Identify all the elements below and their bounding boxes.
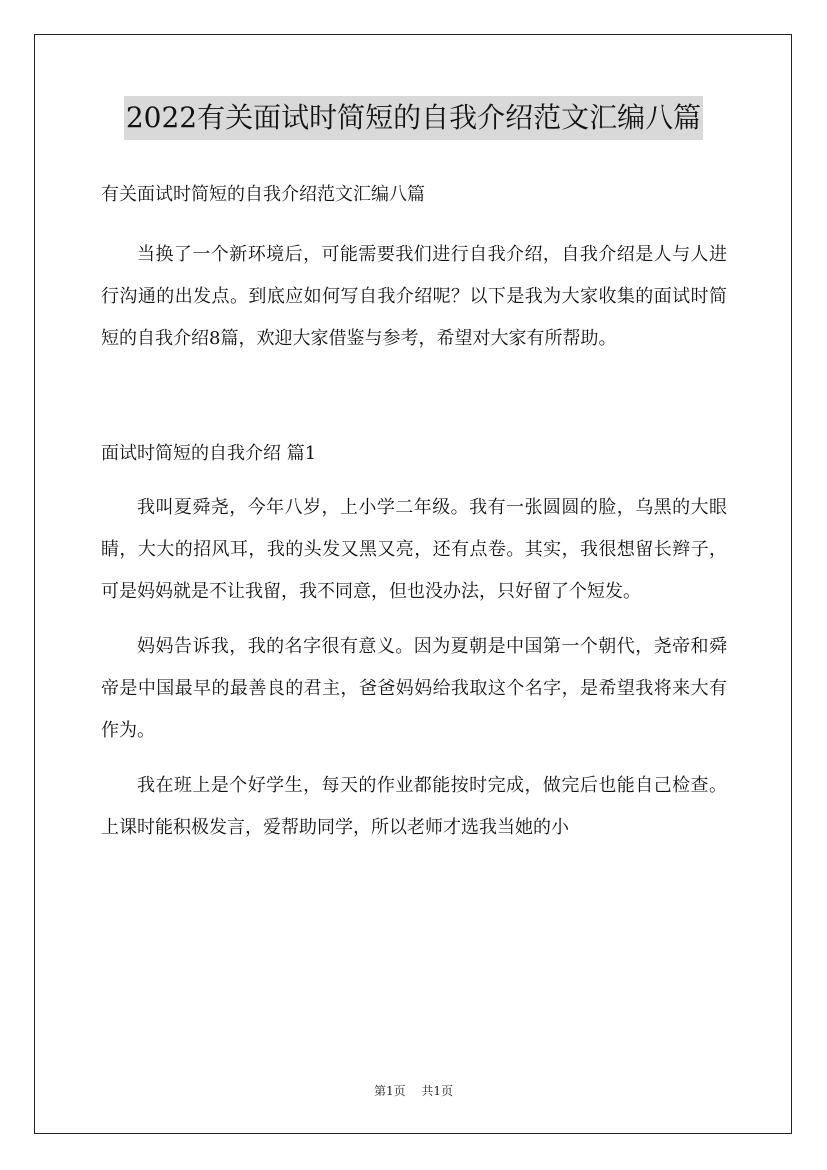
- body-paragraph-1: 我叫夏舜尧，今年八岁，上小学二年级。我有一张圆圆的脸，乌黑的大眼睛，大大的招风耳，我的头发又黑又亮，还有点卷。其实，我很想留长辫子，可是妈妈就是不让我留，我不同意，但也没办法，只好留了个短发。: [101, 497, 727, 602]
- section-heading: 面试时简短的自我介绍 篇1: [101, 443, 317, 464]
- page-total: 共1页: [421, 1084, 454, 1098]
- page-number: 第1页: [373, 1084, 406, 1098]
- body-paragraph-2: 妈妈告诉我，我的名字很有意义。因为夏朝是中国第一个朝代，尧帝和舜帝是中国最早的最善良的君主，爸爸妈妈给我取这个名字，是希望我将来大有作为。: [101, 636, 727, 741]
- title-container: [0, 96, 827, 140]
- document-title: 2022有关面试时简短的自我介绍范文汇编八篇: [124, 96, 703, 140]
- body-paragraph-3: 我在班上是个好学生，每天的作业都能按时完成，做完后也能自己检查。上课时能积极发言，爱帮助同学，所以老师才选我当她的小: [101, 775, 727, 838]
- document-subtitle: 有关面试时简短的自我介绍范文汇编八篇: [101, 184, 425, 205]
- intro-paragraph: 当换了一个新环境后，可能需要我们进行自我介绍，自我介绍是人与人进行沟通的出发点。到底应如何写自我介绍呢？以下是我为大家收集的面试时简短的自我介绍8篇，欢迎大家借鉴与参考，希望对大家有所帮助。: [101, 244, 727, 349]
- page-footer: [0, 1082, 827, 1100]
- document-body: [101, 174, 727, 862]
